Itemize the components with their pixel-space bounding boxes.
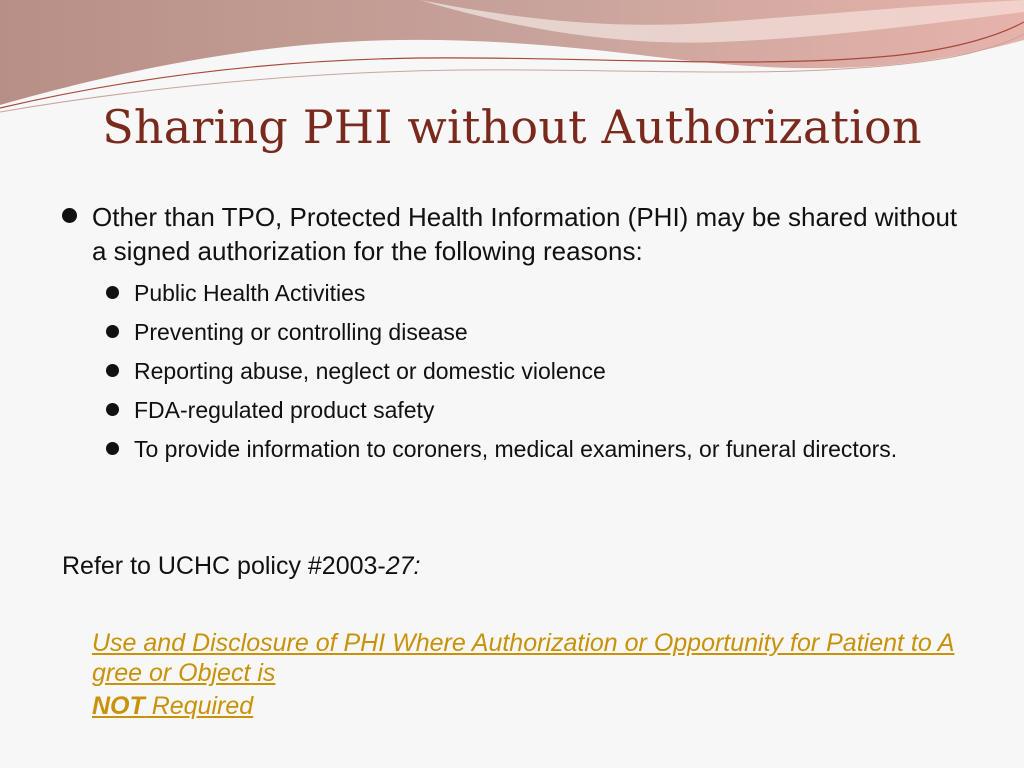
list-item-text: To provide information to coroners, medical examiners, or funeral directors. — [134, 436, 898, 462]
list-item — [104, 434, 962, 465]
policy-link[interactable] — [92, 628, 962, 721]
policy-link-line2 — [92, 691, 962, 721]
list-item-text: Preventing or controlling disease — [134, 319, 468, 345]
main-bullet — [62, 200, 962, 268]
list-item-text: Reporting abuse, neglect or domestic violence — [134, 358, 606, 384]
bullet-icon — [106, 364, 119, 377]
policy-link-not: NOT — [92, 692, 145, 720]
list-item — [104, 356, 962, 387]
policy-reference — [62, 552, 421, 581]
reasons-list — [62, 278, 962, 465]
bullet-icon — [106, 403, 119, 416]
slide-title: Sharing PHI without Authorization — [102, 100, 922, 154]
policy-link-title: Use and Disclosure of PHI Where Authorization or Opportunity for Patient to Agree or Object is — [92, 629, 955, 687]
list-item — [104, 317, 962, 348]
list-item-text: Public Health Activities — [134, 280, 366, 306]
policy-link-required: Required — [144, 692, 254, 720]
list-item — [104, 395, 962, 426]
policy-reference-number: 27: — [385, 552, 421, 580]
bullet-icon — [106, 325, 119, 338]
bullet-icon — [62, 208, 77, 223]
policy-reference-prefix: Refer to UCHC policy #2003- — [62, 552, 386, 580]
main-bullet-text: Other than TPO, Protected Health Information (PHI) may be shared without a signed authorization for the following reasons: — [92, 202, 958, 266]
bullet-icon — [106, 442, 119, 455]
list-item — [104, 278, 962, 309]
bullet-icon — [106, 286, 119, 299]
slide-body — [62, 200, 962, 473]
list-item-text: FDA-regulated product safety — [134, 397, 435, 423]
